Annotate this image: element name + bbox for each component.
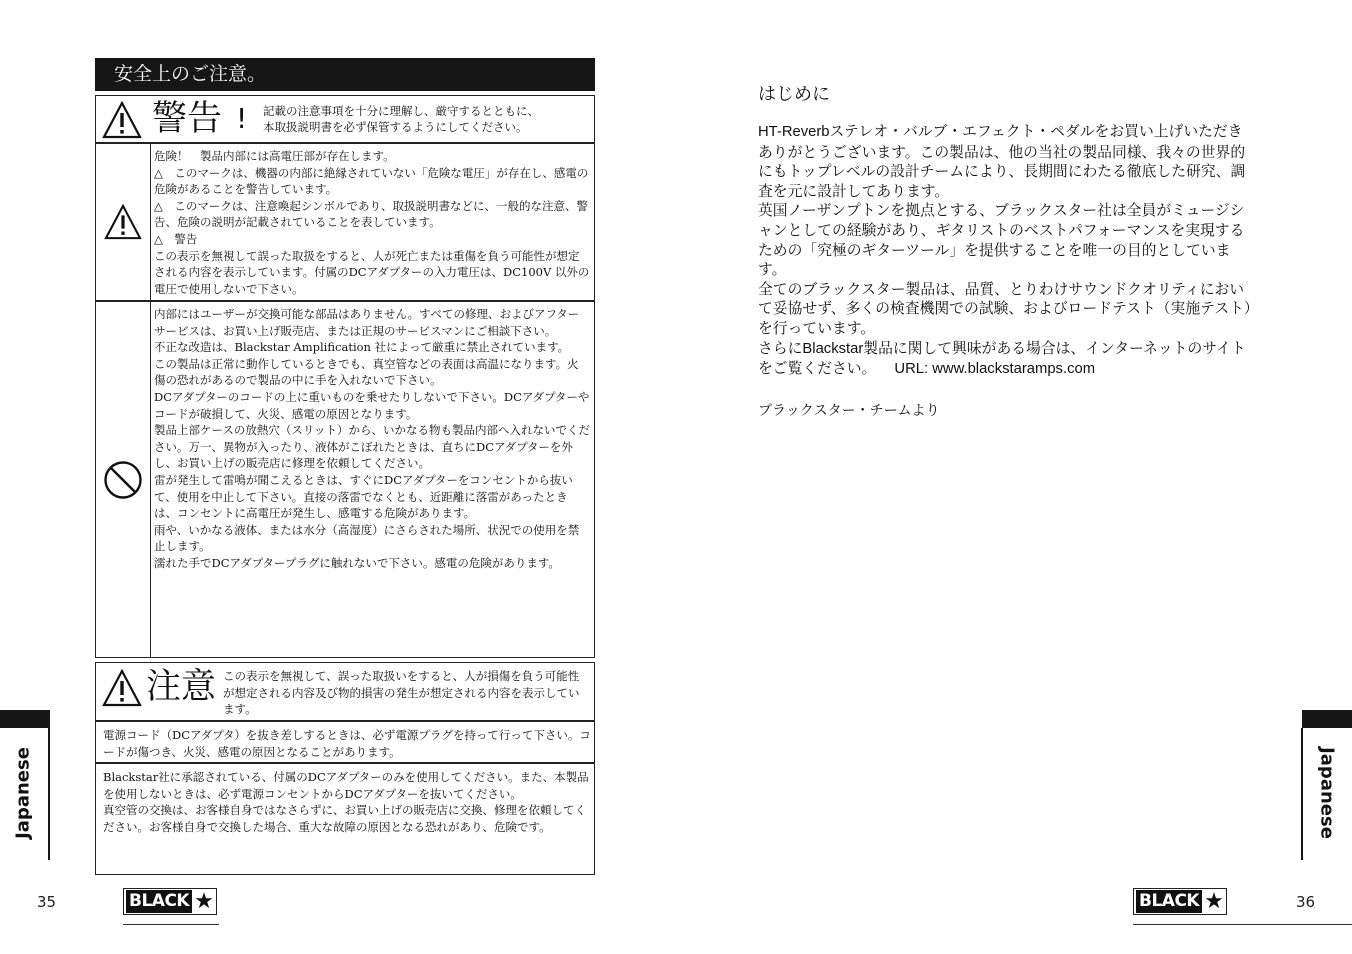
paragraph: 濡れた手でDCアダプタープラグに触れないで下さい。感電の危険があります。 <box>154 555 560 570</box>
paragraph: この表示を無視して誤った取扱をすると、人が死亡または重傷を負う可能性が想定される内容を表示しています。付属のDCアダプターの入力電圧は、DC100V 以外の電圧で使用しないで下さい。 <box>154 248 590 296</box>
caution-text-1: 電源コード（DCアダプタ）を抜き差しするときは、必ず電源プラグを持って行って下さい。コードが傷つき、火災、感電の原因となることがあります。 <box>103 728 591 759</box>
paragraph <box>758 339 1253 380</box>
paragraph: 製品上部ケースの放熱穴（スリット）から、いかなる物も製品内部へ入れないでください。万一、異物が入ったり、液体がこぼれたときは、直ちにDCアダプターを外し、お買い上げの販売店に修理を依頼してください。 <box>154 423 590 471</box>
side-tab-bar <box>0 710 50 728</box>
text: さらに <box>758 339 803 357</box>
text: ステレオ・バルブ・エフェクト・ペダルをお買い上げいただきありがとうございます。この製品は、他の当社の製品同様、我々の世界的にもトップレベルの設計チームにより、長期間にわたる徹底した研究、調査を元に設計してあります。 <box>758 123 1246 200</box>
text: 製品に関して興味がある場合は、インターネットのサイトをご覧ください。 <box>758 339 1246 378</box>
product-name: HT-Reverb <box>758 124 830 140</box>
paragraph: △ 警告 <box>154 231 198 246</box>
prohibition-icon <box>103 460 143 500</box>
icon-column <box>96 302 151 657</box>
caution-header <box>95 662 595 721</box>
logo-text: BLACK <box>126 890 192 913</box>
warning-prohibition-text <box>154 306 590 572</box>
side-tab-line <box>48 728 50 860</box>
brand-name: Blackstar <box>802 340 864 357</box>
warning-heading: 警告 <box>152 99 223 139</box>
caution-intro: この表示を無視して、誤った取扱いをすると、人が損傷を負う可能性が想定される内容及び物的損害の発生が想定される内容を表示しています。 <box>223 669 580 716</box>
intro-body <box>758 122 1253 380</box>
paragraph: この製品は正常に動作しているときでも、真空管などの表面は高温になります。火傷の恐れがあるので製品の中に手を入れないで下さい。 <box>154 356 579 388</box>
star-icon: ★ <box>1204 889 1224 914</box>
footer-rule <box>123 924 219 925</box>
page-number: 35 <box>37 893 57 911</box>
paragraph: 全てのブラックスター製品は、品質、とりわけサウンドクオリティにおいて妥協せず、多くの検査機関での試験、およびロードテスト（実施テスト）を行っています。 <box>758 280 1252 337</box>
page-number: 36 <box>1296 893 1316 911</box>
warning-exclaim: ! <box>236 102 248 135</box>
warning-triangle-icon <box>104 204 142 240</box>
safety-title: 安全上のご注意。 <box>95 58 595 91</box>
paragraph: 雷が発生して雷鳴が聞こえるときは、すぐにDCアダプターをコンセントから抜いて、使用を中止して下さい。直接の落雷でなくとも、近距離に落雷があったときは、コンセントに高電圧が発生し、感電する危険があります。 <box>154 472 573 521</box>
paragraph: 真空管の交換は、お客様自身ではなさらずに、お買い上げの販売店に交換、修理を依頼してください。お客様自身で交換した場合、重大な故障の原因となる恐れがあり、危険です。 <box>103 803 586 834</box>
caution-triangle-icon <box>102 669 142 707</box>
caution-block-2 <box>95 763 595 875</box>
paragraph: 内部にはユーザーが交換可能な部品はありません。すべての修理、およびアフターサービスは、お買い上げ販売店、または正規のサービスマンにご相談下さい。 <box>154 307 580 338</box>
side-tab-label: Japanese <box>12 747 34 839</box>
signature: ブラックスター・チームより <box>758 403 940 419</box>
warning-intro <box>263 104 539 135</box>
caution-text-2 <box>103 769 591 835</box>
footer-rule <box>1133 924 1352 925</box>
warning-triangle-icon <box>102 101 142 139</box>
star-icon: ★ <box>194 889 214 914</box>
paragraph: △ このマークは、機器の内部に絶縁されていない「危険な電圧」が存在し、感電の危険があることを警告しています。 <box>154 165 589 197</box>
logo-text: BLACK <box>1136 890 1202 913</box>
paragraph: 雨や、いかなる液体、または水分（高湿度）にさらされた場所、状況での使用を禁止します。 <box>154 522 580 554</box>
icon-column <box>96 144 151 300</box>
blackstar-logo <box>1133 888 1227 915</box>
side-tab-line <box>1301 728 1303 860</box>
warning-danger-text <box>154 148 590 297</box>
warning-prohibition-block <box>95 301 595 658</box>
paragraph: 不正な改造は、Blackstar Amplification 社によって厳重に禁止されています。 <box>154 340 570 355</box>
paragraph: △ このマークは、注意喚起シンボルであり、取扱説明書などに、一般的な注意、警告、危険の説明が記載されていることを表しています。 <box>154 198 589 230</box>
paragraph: 危険！ 製品内部には高電圧部が存在します。 <box>154 149 395 163</box>
intro-title: はじめに <box>758 84 830 105</box>
side-tab-bar <box>1302 710 1352 728</box>
side-tab-label: Japanese <box>1316 747 1338 839</box>
warning-header <box>95 95 595 143</box>
paragraph: DCアダプターのコードの上に重いものを乗せたりしないで下さい。DCアダプターやコードが破損して、火災、感電の原因となります。 <box>154 389 590 421</box>
caution-heading: 注意 <box>146 667 217 707</box>
paragraph: Blackstar社に承認されている、付属のDCアダプターのみを使用してください。また、本製品を使用しないときは、必ず電源コンセントからDCアダプターを抜いてください。 <box>103 770 589 801</box>
warning-danger-block <box>95 143 595 301</box>
paragraph <box>758 122 1253 201</box>
warning-intro-line: 記載の注意事項を十分に理解し、厳守するとともに、 <box>263 104 539 118</box>
paragraph: 英国ノーザンプトンを拠点とする、ブラックスター社は全員がミュージシャンとしての経験があり、ギタリストのベストパフォーマンスを実現するための「究極のギターツール」を提供することを唯一の目的としています。 <box>758 202 1245 279</box>
blackstar-logo <box>123 888 217 915</box>
website-url[interactable]: URL: www.blackstaramps.com <box>894 361 1096 378</box>
warning-intro-line: 本取扱説明書を必ず保管するようにしてください。 <box>263 119 528 134</box>
caution-block-1 <box>95 721 595 763</box>
